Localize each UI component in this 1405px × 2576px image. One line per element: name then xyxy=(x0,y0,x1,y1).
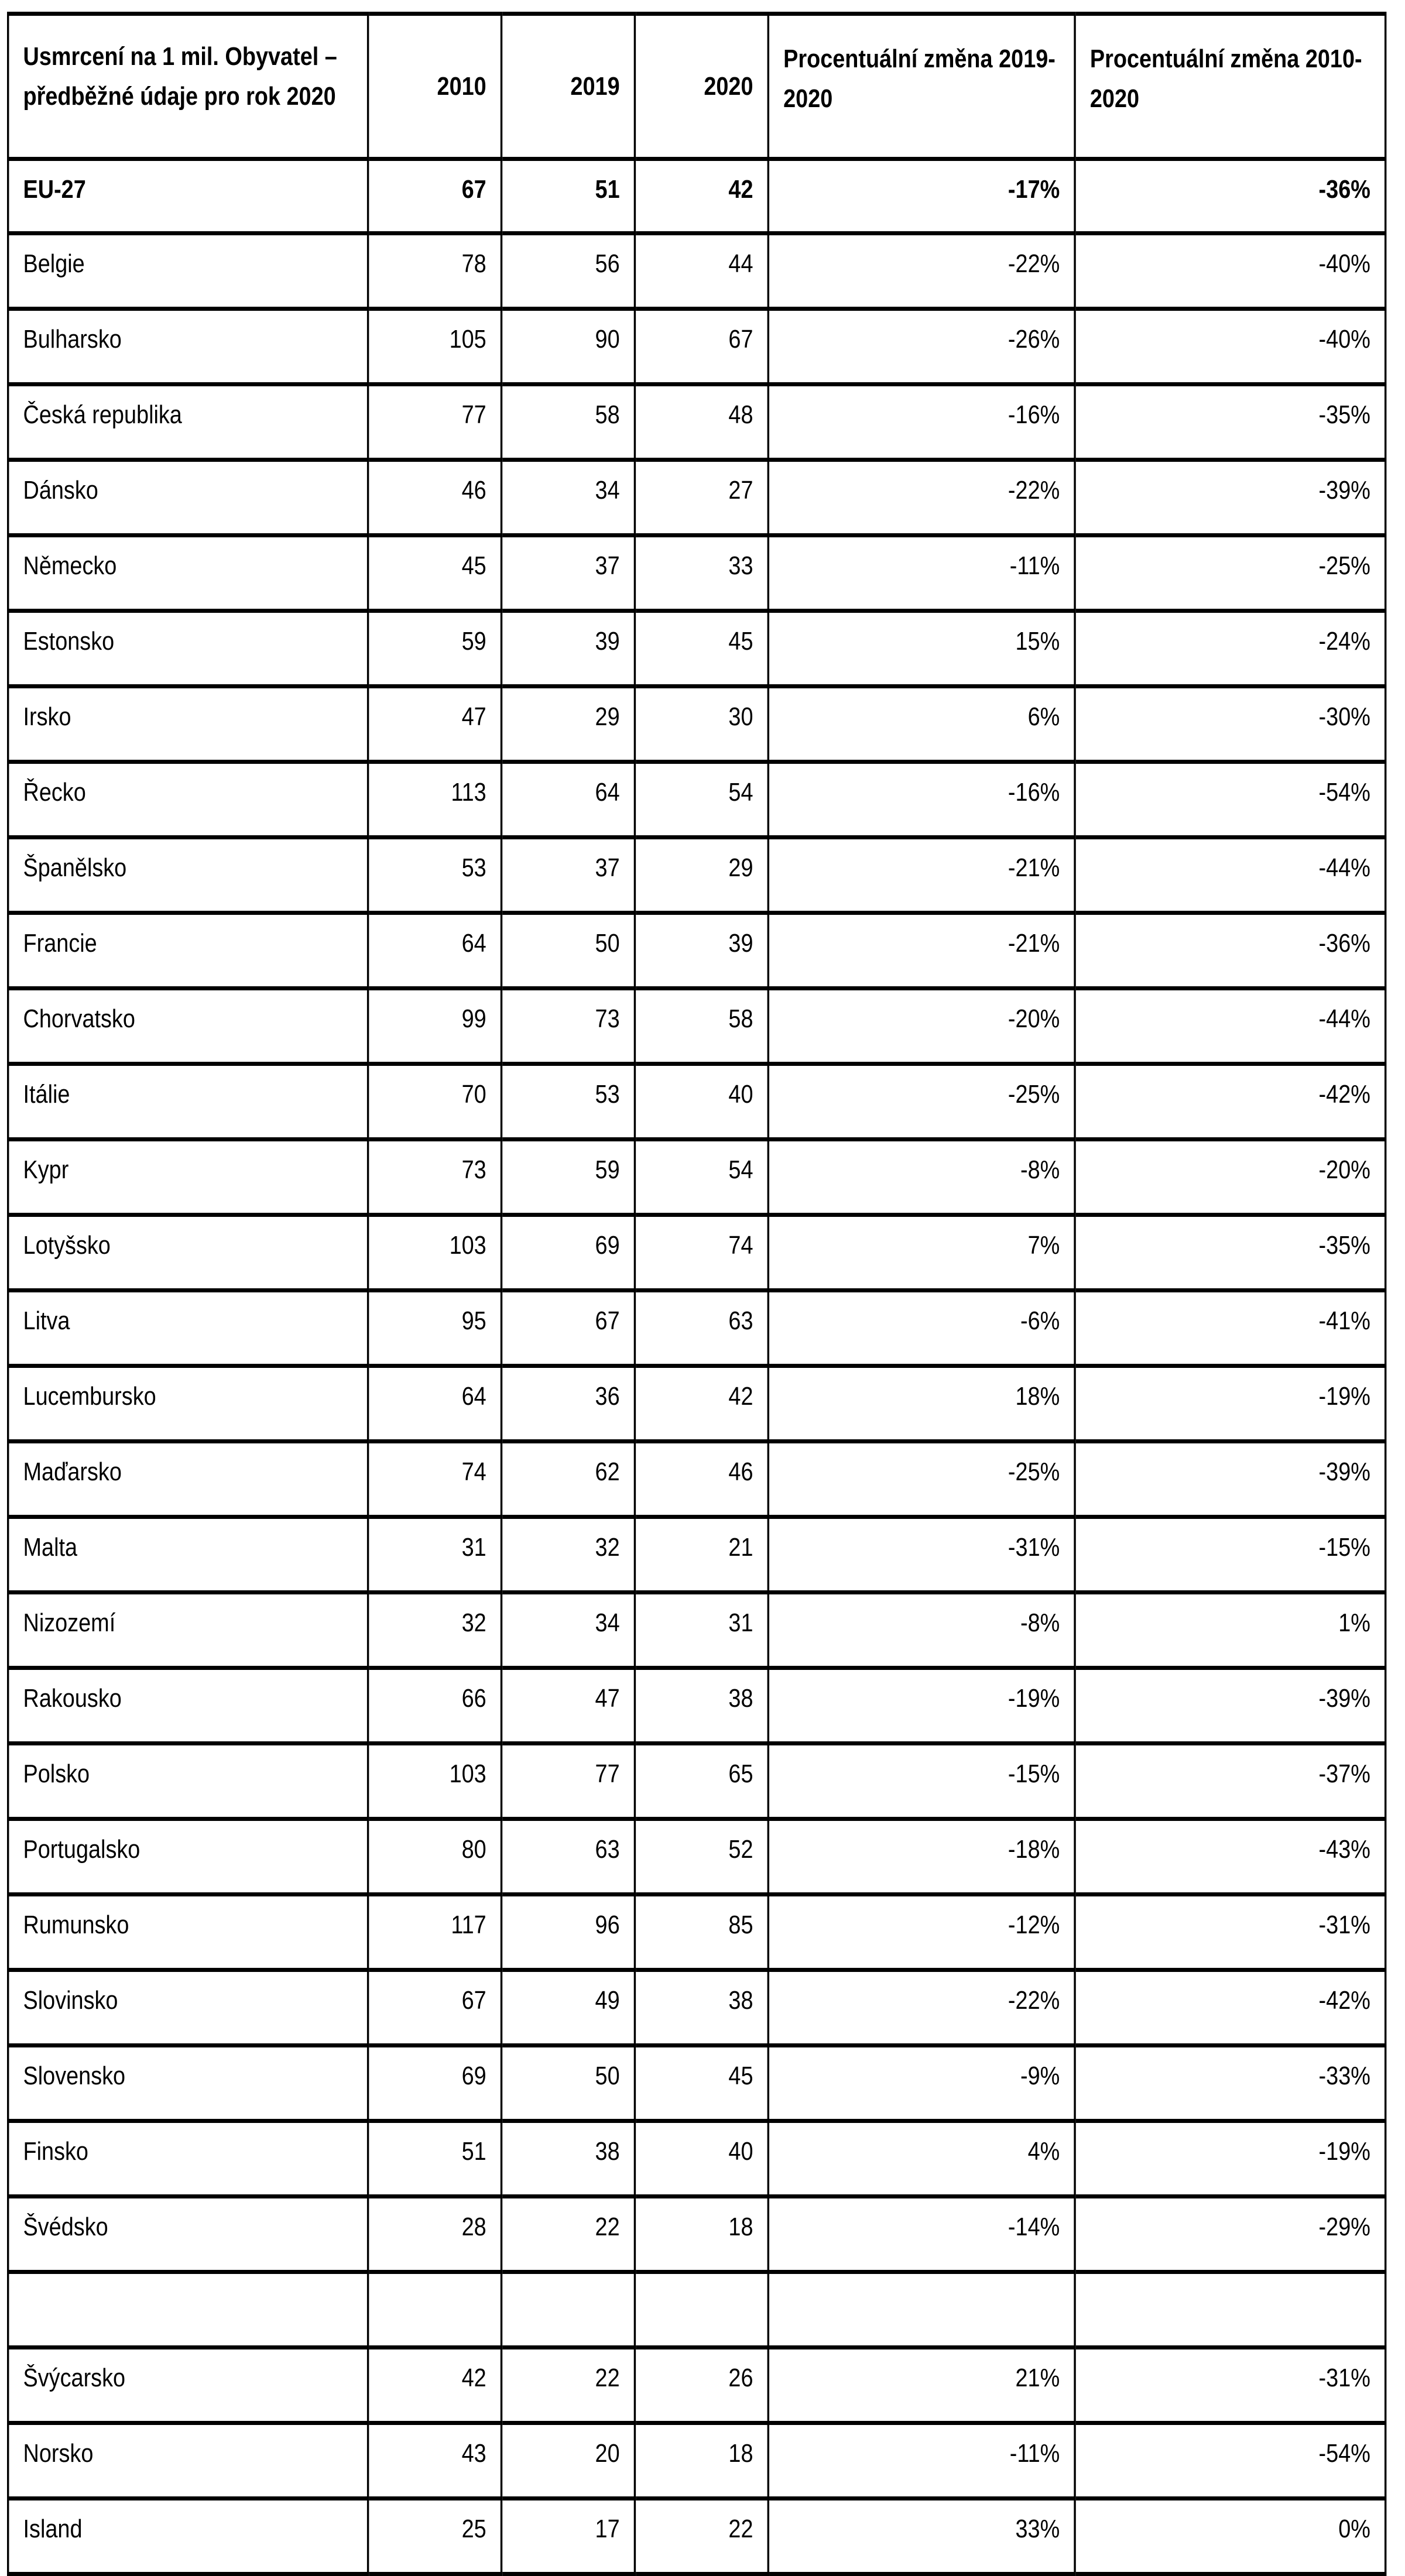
pct-2010-2020: 0% xyxy=(1075,2499,1386,2574)
value-2010: 105 xyxy=(368,309,502,385)
pct-2010-2020: -25% xyxy=(1075,536,1386,611)
country-name: Slovinsko xyxy=(8,1970,368,2046)
value-2019: 29 xyxy=(502,687,635,762)
value-2010: 59 xyxy=(368,611,502,687)
country-name: Norsko xyxy=(8,2423,368,2499)
country-name: Švédsko xyxy=(8,2197,368,2272)
pct-2019-2020: -21% xyxy=(768,838,1075,913)
country-name: Slovensko xyxy=(8,2046,368,2121)
table-row xyxy=(8,611,1386,687)
value-2020: 58 xyxy=(635,989,768,1064)
pct-2019-2020: -22% xyxy=(768,234,1075,309)
value-2019: 96 xyxy=(502,1895,635,1970)
table-row xyxy=(8,1819,1386,1895)
table-row xyxy=(8,1291,1386,1366)
value-2010: 51 xyxy=(368,2121,502,2197)
header-2010: 2010 xyxy=(368,14,502,159)
pct-2010-2020: -39% xyxy=(1075,1668,1386,1744)
country-name: Malta xyxy=(8,1517,368,1593)
value-2019: 34 xyxy=(502,460,635,536)
value-2020: 38 xyxy=(635,1970,768,2046)
country-name: Finsko xyxy=(8,2121,368,2197)
table-row xyxy=(8,234,1386,309)
country-name: Dánsko xyxy=(8,460,368,536)
pct-2019-2020: -11% xyxy=(768,536,1075,611)
pct-2010-2020: -44% xyxy=(1075,989,1386,1064)
pct-2019-2020: -19% xyxy=(768,1668,1075,1744)
country-name: Řecko xyxy=(8,762,368,838)
table-row xyxy=(8,309,1386,385)
pct-2019-2020: -8% xyxy=(768,1593,1075,1668)
pct-2010-2020: -19% xyxy=(1075,1366,1386,1442)
country-name: Itálie xyxy=(8,1064,368,1140)
pct-2019-2020: 15% xyxy=(768,611,1075,687)
header-label: Usmrcení na 1 mil. Obyvatel – předběžné údaje pro rok 2020 xyxy=(8,14,368,159)
separator-row xyxy=(8,2272,1386,2348)
pct-2019-2020: -16% xyxy=(768,385,1075,460)
value-2010: 46 xyxy=(368,460,502,536)
value-2019: 34 xyxy=(502,1593,635,1668)
value-2019: 39 xyxy=(502,611,635,687)
table-row-eu27 xyxy=(8,159,1386,234)
pct-2010-2020: 1% xyxy=(1075,1593,1386,1668)
value-2020: 26 xyxy=(635,2348,768,2423)
value-2010: 66 xyxy=(368,1668,502,1744)
pct-2010-2020: -54% xyxy=(1075,2423,1386,2499)
value-2010: 64 xyxy=(368,1366,502,1442)
value-2010: 69 xyxy=(368,2046,502,2121)
pct-2010-2020: -39% xyxy=(1075,1442,1386,1517)
table-row xyxy=(8,1064,1386,1140)
value-2019: 64 xyxy=(502,762,635,838)
table-row xyxy=(8,1744,1386,1819)
value-2010: 70 xyxy=(368,1064,502,1140)
pct-2010-2020: -41% xyxy=(1075,1291,1386,1366)
value-2019: 47 xyxy=(502,1668,635,1744)
country-name: Chorvatsko xyxy=(8,989,368,1064)
pct-2010-2020: -42% xyxy=(1075,1064,1386,1140)
table-row xyxy=(8,2348,1386,2423)
value-2019: 50 xyxy=(502,2046,635,2121)
country-name: Island xyxy=(8,2499,368,2574)
table-row xyxy=(8,687,1386,762)
value-2010: 43 xyxy=(368,2423,502,2499)
table-row xyxy=(8,762,1386,838)
pct-2019-2020: 4% xyxy=(768,2121,1075,2197)
pct-2019-2020: -21% xyxy=(768,913,1075,989)
value-2019: 36 xyxy=(502,1366,635,1442)
table-row xyxy=(8,460,1386,536)
value-2020: 45 xyxy=(635,2046,768,2121)
pct-2019-2020: -31% xyxy=(768,1517,1075,1593)
value-2019: 17 xyxy=(502,2499,635,2574)
value-2019: 59 xyxy=(502,1140,635,1215)
empty-cell xyxy=(635,2272,768,2348)
value-2010: 67 xyxy=(368,1970,502,2046)
header-pct-2019-2020: Procentuální změna 2019-2020 xyxy=(768,14,1075,159)
country-name: Lotyšsko xyxy=(8,1215,368,1291)
pct-2019-2020: -17% xyxy=(768,159,1075,234)
value-2020: 39 xyxy=(635,913,768,989)
value-2020: 38 xyxy=(635,1668,768,1744)
pct-2010-2020: -30% xyxy=(1075,687,1386,762)
value-2020: 27 xyxy=(635,460,768,536)
value-2019: 51 xyxy=(502,159,635,234)
value-2019: 63 xyxy=(502,1819,635,1895)
table-row xyxy=(8,913,1386,989)
value-2020: 48 xyxy=(635,385,768,460)
value-2010: 103 xyxy=(368,1744,502,1819)
pct-2019-2020: -22% xyxy=(768,460,1075,536)
pct-2019-2020: -6% xyxy=(768,1291,1075,1366)
pct-2019-2020: -22% xyxy=(768,1970,1075,2046)
pct-2019-2020: -8% xyxy=(768,1140,1075,1215)
pct-2010-2020: -36% xyxy=(1075,159,1386,234)
pct-2019-2020: 33% xyxy=(768,2499,1075,2574)
value-2010: 77 xyxy=(368,385,502,460)
pct-2010-2020: -40% xyxy=(1075,234,1386,309)
pct-2010-2020: -31% xyxy=(1075,2348,1386,2423)
value-2020: 52 xyxy=(635,1819,768,1895)
value-2019: 37 xyxy=(502,838,635,913)
pct-2019-2020: -12% xyxy=(768,1895,1075,1970)
value-2019: 90 xyxy=(502,309,635,385)
value-2020: 45 xyxy=(635,611,768,687)
country-name: Maďarsko xyxy=(8,1442,368,1517)
value-2010: 78 xyxy=(368,234,502,309)
pct-2019-2020: 18% xyxy=(768,1366,1075,1442)
empty-cell xyxy=(368,2272,502,2348)
value-2019: 69 xyxy=(502,1215,635,1291)
table-row xyxy=(8,1895,1386,1970)
value-2010: 95 xyxy=(368,1291,502,1366)
value-2020: 42 xyxy=(635,159,768,234)
pct-2019-2020: -26% xyxy=(768,309,1075,385)
table-row xyxy=(8,2499,1386,2574)
value-2019: 77 xyxy=(502,1744,635,1819)
header-2020: 2020 xyxy=(635,14,768,159)
value-2019: 56 xyxy=(502,234,635,309)
pct-2010-2020: -19% xyxy=(1075,2121,1386,2197)
table-row xyxy=(8,1668,1386,1744)
value-2010: 53 xyxy=(368,838,502,913)
value-2019: 38 xyxy=(502,2121,635,2197)
value-2020: 44 xyxy=(635,234,768,309)
pct-2010-2020: -40% xyxy=(1075,309,1386,385)
country-name: Polsko xyxy=(8,1744,368,1819)
country-name: Litva xyxy=(8,1291,368,1366)
value-2019: 53 xyxy=(502,1064,635,1140)
value-2020: 40 xyxy=(635,2121,768,2197)
value-2020: 65 xyxy=(635,1744,768,1819)
value-2020: 74 xyxy=(635,1215,768,1291)
value-2020: 54 xyxy=(635,1140,768,1215)
pct-2010-2020: -37% xyxy=(1075,1744,1386,1819)
table-row xyxy=(8,1140,1386,1215)
table-row xyxy=(8,838,1386,913)
country-name: Španělsko xyxy=(8,838,368,913)
empty-cell xyxy=(8,2272,368,2348)
value-2019: 50 xyxy=(502,913,635,989)
value-2020: 21 xyxy=(635,1517,768,1593)
pct-2019-2020: -25% xyxy=(768,1442,1075,1517)
value-2020: 30 xyxy=(635,687,768,762)
value-2010: 117 xyxy=(368,1895,502,1970)
value-2020: 42 xyxy=(635,1366,768,1442)
pct-2019-2020: -16% xyxy=(768,762,1075,838)
value-2019: 32 xyxy=(502,1517,635,1593)
value-2019: 20 xyxy=(502,2423,635,2499)
pct-2019-2020: 21% xyxy=(768,2348,1075,2423)
pct-2019-2020: 6% xyxy=(768,687,1075,762)
fatalities-table xyxy=(7,12,1386,2576)
country-name: Portugalsko xyxy=(8,1819,368,1895)
value-2010: 67 xyxy=(368,159,502,234)
value-2010: 64 xyxy=(368,913,502,989)
country-name: Kypr xyxy=(8,1140,368,1215)
pct-2019-2020: -18% xyxy=(768,1819,1075,1895)
value-2010: 74 xyxy=(368,1442,502,1517)
value-2010: 45 xyxy=(368,536,502,611)
value-2010: 103 xyxy=(368,1215,502,1291)
value-2020: 31 xyxy=(635,1593,768,1668)
header-row xyxy=(8,14,1386,159)
pct-2010-2020: -35% xyxy=(1075,385,1386,460)
pct-2010-2020: -43% xyxy=(1075,1819,1386,1895)
country-name: Česká republika xyxy=(8,385,368,460)
table-row xyxy=(8,1970,1386,2046)
country-name: EU-27 xyxy=(8,159,368,234)
value-2020: 33 xyxy=(635,536,768,611)
pct-2010-2020: -39% xyxy=(1075,460,1386,536)
country-name: Rakousko xyxy=(8,1668,368,1744)
header-pct-2010-2020: Procentuální změna 2010-2020 xyxy=(1075,14,1386,159)
pct-2010-2020: -20% xyxy=(1075,1140,1386,1215)
pct-2010-2020: -54% xyxy=(1075,762,1386,838)
value-2019: 67 xyxy=(502,1291,635,1366)
value-2019: 37 xyxy=(502,536,635,611)
pct-2010-2020: -31% xyxy=(1075,1895,1386,1970)
value-2019: 22 xyxy=(502,2197,635,2272)
table-row xyxy=(8,385,1386,460)
country-name: Bulharsko xyxy=(8,309,368,385)
value-2010: 80 xyxy=(368,1819,502,1895)
country-name: Estonsko xyxy=(8,611,368,687)
table-row xyxy=(8,1442,1386,1517)
value-2010: 25 xyxy=(368,2499,502,2574)
pct-2010-2020: -36% xyxy=(1075,913,1386,989)
country-name: Francie xyxy=(8,913,368,989)
table-row xyxy=(8,1366,1386,1442)
value-2019: 58 xyxy=(502,385,635,460)
value-2020: 54 xyxy=(635,762,768,838)
value-2010: 42 xyxy=(368,2348,502,2423)
country-name: Německo xyxy=(8,536,368,611)
country-name: Belgie xyxy=(8,234,368,309)
table-row xyxy=(8,1593,1386,1668)
pct-2019-2020: -9% xyxy=(768,2046,1075,2121)
empty-cell xyxy=(1075,2272,1386,2348)
value-2020: 18 xyxy=(635,2197,768,2272)
table-row xyxy=(8,2046,1386,2121)
value-2010: 32 xyxy=(368,1593,502,1668)
value-2019: 62 xyxy=(502,1442,635,1517)
pct-2010-2020: -44% xyxy=(1075,838,1386,913)
value-2020: 63 xyxy=(635,1291,768,1366)
value-2010: 31 xyxy=(368,1517,502,1593)
value-2010: 47 xyxy=(368,687,502,762)
pct-2019-2020: -25% xyxy=(768,1064,1075,1140)
header-2019: 2019 xyxy=(502,14,635,159)
pct-2019-2020: 7% xyxy=(768,1215,1075,1291)
pct-2010-2020: -29% xyxy=(1075,2197,1386,2272)
value-2020: 40 xyxy=(635,1064,768,1140)
pct-2019-2020: -11% xyxy=(768,2423,1075,2499)
table-row xyxy=(8,2121,1386,2197)
pct-2019-2020: -20% xyxy=(768,989,1075,1064)
table-row xyxy=(8,989,1386,1064)
table-row xyxy=(8,2197,1386,2272)
country-name: Rumunsko xyxy=(8,1895,368,1970)
country-name: Nizozemí xyxy=(8,1593,368,1668)
value-2010: 28 xyxy=(368,2197,502,2272)
table-row xyxy=(8,536,1386,611)
value-2020: 22 xyxy=(635,2499,768,2574)
pct-2010-2020: -24% xyxy=(1075,611,1386,687)
table-row xyxy=(8,1215,1386,1291)
value-2020: 46 xyxy=(635,1442,768,1517)
value-2020: 67 xyxy=(635,309,768,385)
pct-2019-2020: -15% xyxy=(768,1744,1075,1819)
value-2020: 29 xyxy=(635,838,768,913)
country-name: Lucembursko xyxy=(8,1366,368,1442)
pct-2019-2020: -14% xyxy=(768,2197,1075,2272)
pct-2010-2020: -42% xyxy=(1075,1970,1386,2046)
value-2019: 22 xyxy=(502,2348,635,2423)
pct-2010-2020: -35% xyxy=(1075,1215,1386,1291)
value-2010: 113 xyxy=(368,762,502,838)
table-row xyxy=(8,1517,1386,1593)
country-name: Irsko xyxy=(8,687,368,762)
pct-2010-2020: -33% xyxy=(1075,2046,1386,2121)
empty-cell xyxy=(502,2272,635,2348)
value-2010: 73 xyxy=(368,1140,502,1215)
value-2020: 18 xyxy=(635,2423,768,2499)
value-2019: 49 xyxy=(502,1970,635,2046)
pct-2010-2020: -15% xyxy=(1075,1517,1386,1593)
value-2019: 73 xyxy=(502,989,635,1064)
empty-cell xyxy=(768,2272,1075,2348)
value-2020: 85 xyxy=(635,1895,768,1970)
table-row xyxy=(8,2423,1386,2499)
country-name: Švýcarsko xyxy=(8,2348,368,2423)
value-2010: 99 xyxy=(368,989,502,1064)
